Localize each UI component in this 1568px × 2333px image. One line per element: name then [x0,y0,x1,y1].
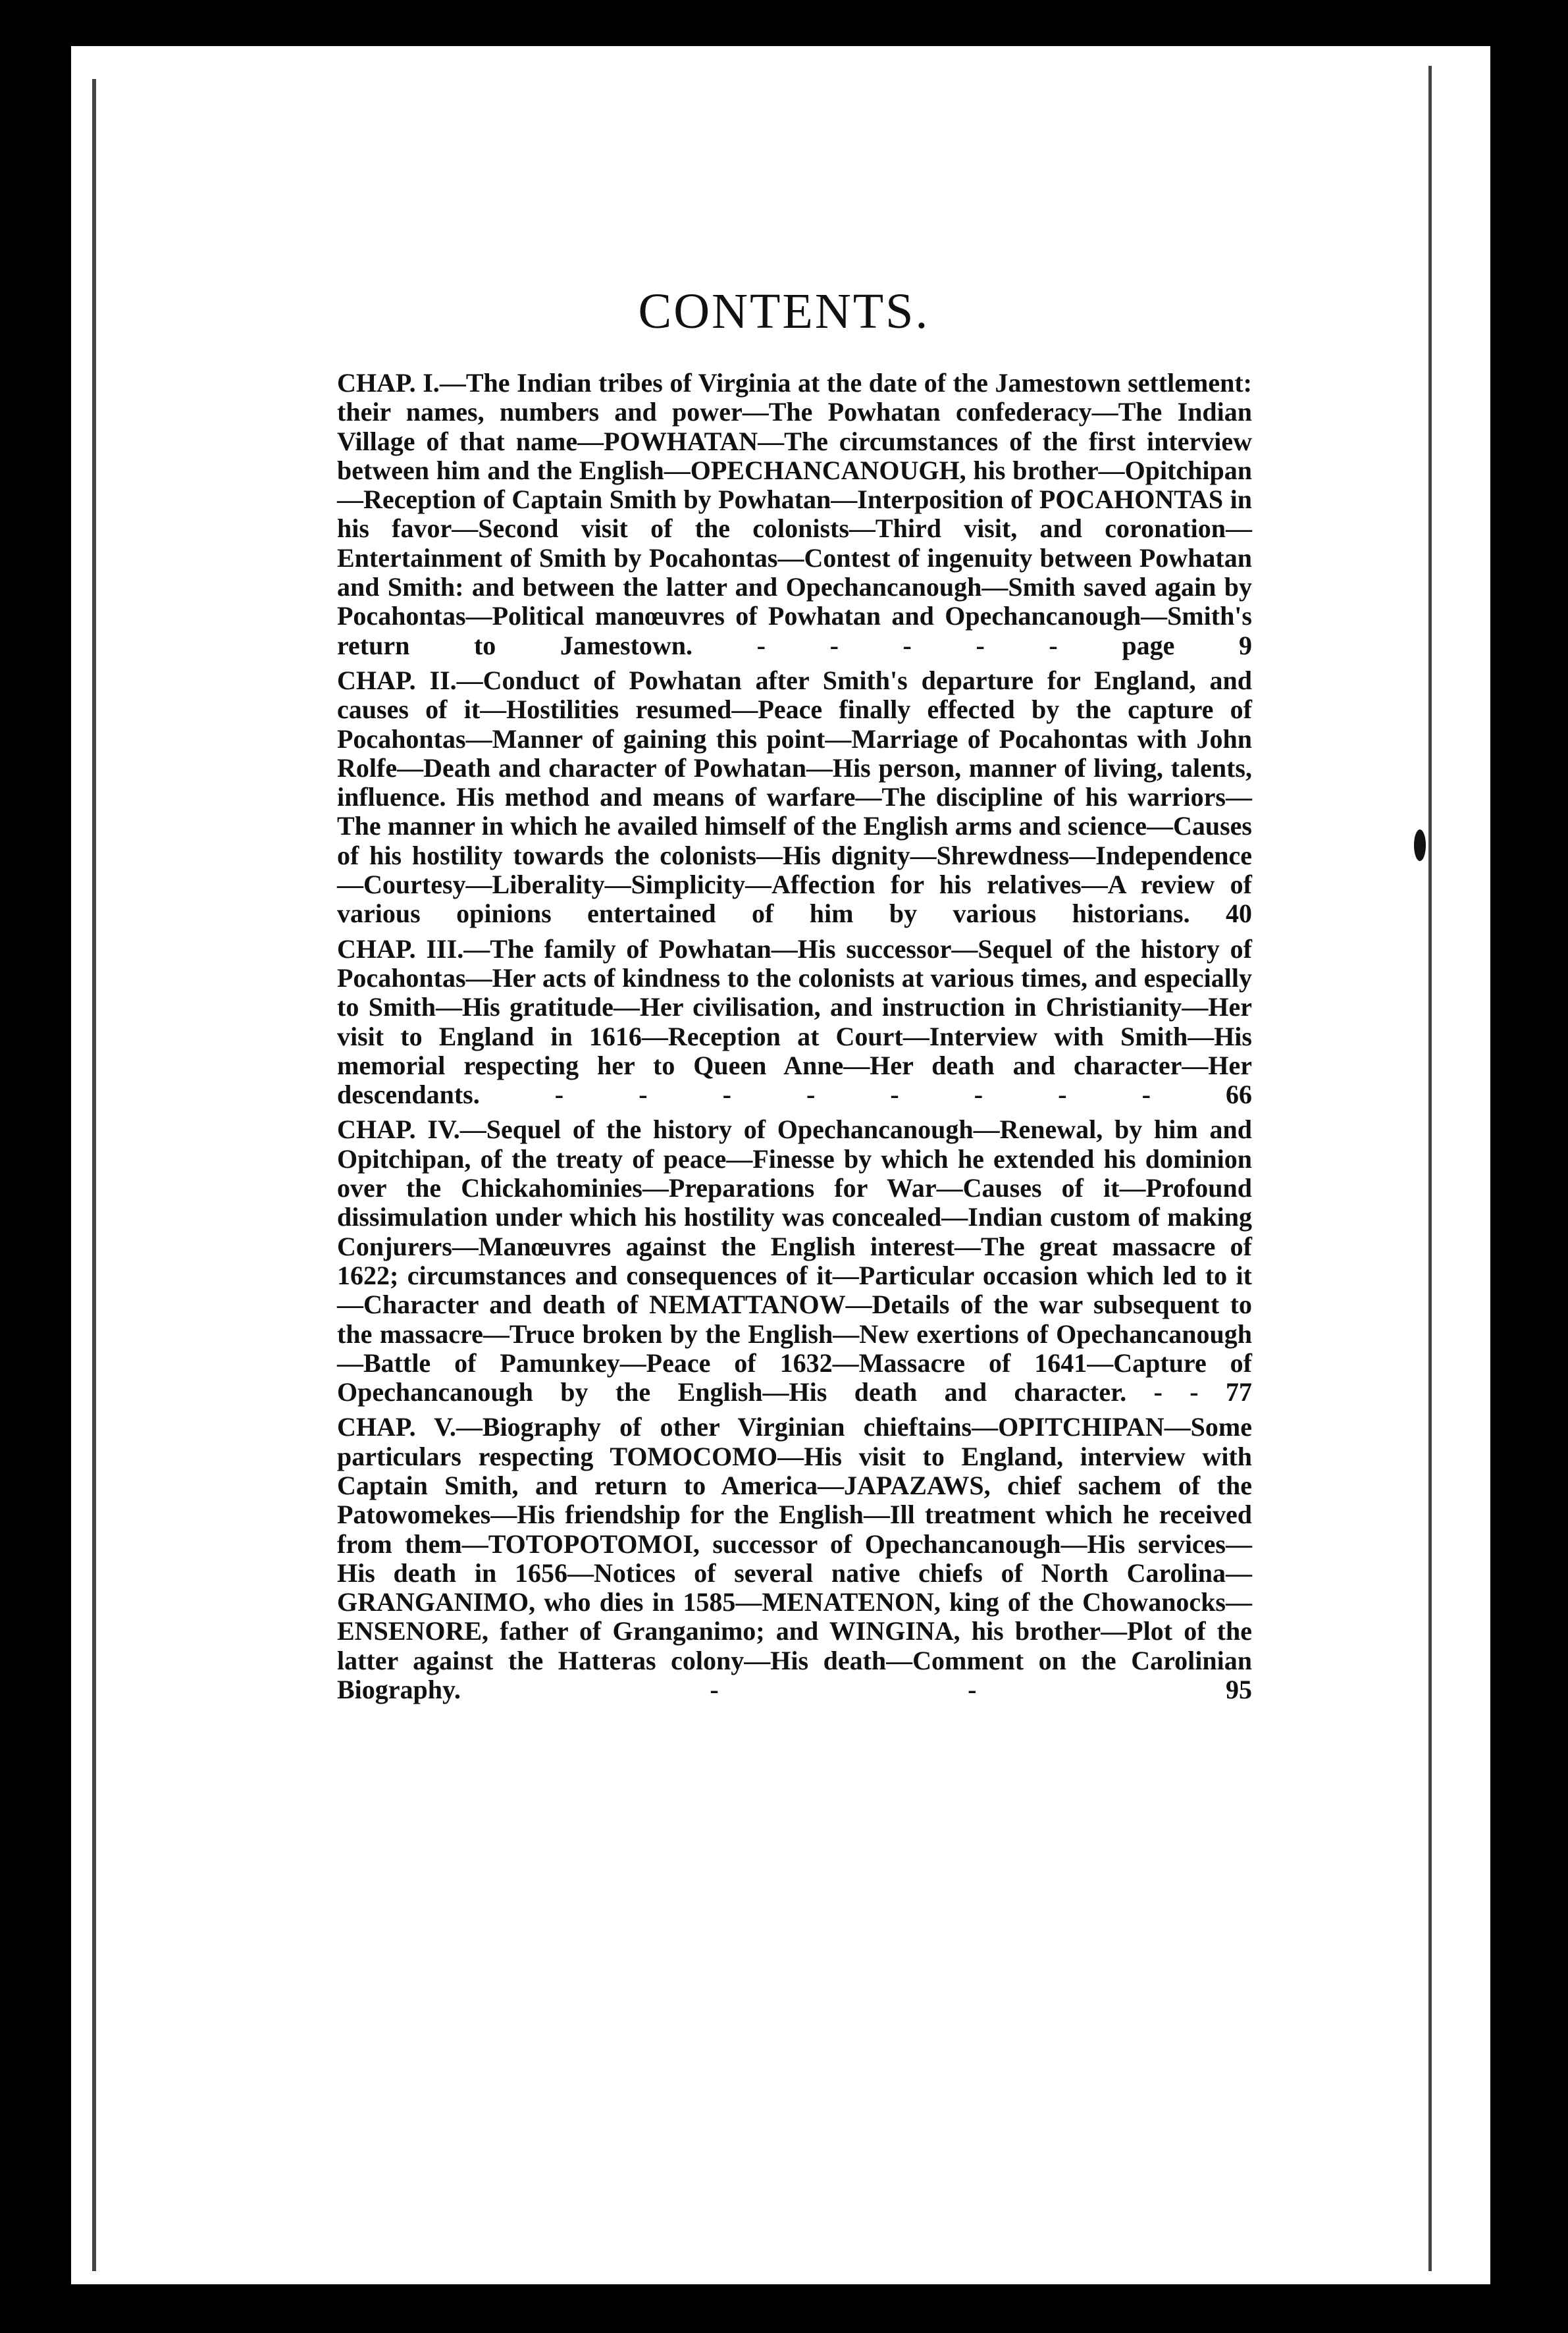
chapter-summary: —The Indian tribes of Virginia at the date of the Jamestown settlement: their names, numbers and power—The Powhatan confederacy—The Indian Village of that name—POWHATAN—The circumstances of the first interview between him and the English—OPECHANCANOUGH, his brother—Opitchipan—Reception of Captain Smith by Powhatan—Interposition of POCAHONTAS in his favor—Second visit of the colonists—Third visit, and coronation—Entertainment of Smith by Pocahontas—Contest of ingenuity between Powhatan and Smith: and between the latter and Opechancanough—Smith saved again by Pocahontas—Political manœuvres of Powhatan and Opechancanough—Smith's return to Jamestown. [337,368,1252,660]
dot-leaders: - - [1153,1377,1199,1407]
chapter-summary: —Conduct of Powhatan after Smith's departure for England, and causes of it—Hostilities resumed—Peace finally effected by the capture of Pocahontas—Manner of gaining this point—Marriage of Pocahontas with John Rolfe—Death and character of Powhatan—His person, manner of living, talents, influence. His method and means of warfare—The discipline of his warriors—The manner in which he availed himself of the English arms and science—Causes of his hostility towards the colonists—His dignity—Shrewdness—Independence—Courtesy—Liberality—Simplicity—Affection for his relatives—A review of various opinions entertained of him by various historians. [337,665,1252,929]
page-number: page 9 [1122,630,1252,660]
page-title: CONTENTS. [638,284,930,339]
chapter-label: CHAP. I. [337,368,440,398]
chapter-entry-2 [337,666,1252,929]
contents-list [337,369,1252,1710]
page-number: 77 [1226,1377,1253,1407]
page-number: 95 [1226,1675,1253,1705]
chapter-summary: —The family of Powhatan—His successor—Sequel of the history of Pocahontas—Her acts of kindness to the colonists at various times, and especially to Smith—His gratitude—Her civilisation, and instruction in Christianity—Her visit to England in 1616—Reception at Court—Interview with Smith—His memorial respecting her to Queen Anne—Her death and character—Her descendants. [337,933,1252,1110]
right-page-edge [1428,66,1432,2271]
dot-leaders: - - - - - - - - [554,1080,1151,1110]
chapter-label: CHAP. III. [337,933,464,964]
chapter-label: CHAP. II. [337,665,457,695]
page-number: 66 [1226,1080,1253,1110]
chapter-label: CHAP. V. [337,1412,456,1442]
left-page-edge [92,79,96,2271]
chapter-entry-4 [337,1115,1252,1407]
chapter-summary: —Sequel of the history of Opechancanough—Renewal, by him and Opitchipan, of the treaty of peace—Finesse by which he extended his dominion over the Chickahominies—Preparations for War—Causes of it—Profound dissimulation under which his hostility was concealed—Indian custom of making Conjurers—Manœuvres against the English interest—The great massacre of 1622; circumstances and consequences of it—Particular occasion which led to it—Character and death of NEMATTANOW—Details of the war subsequent to the massacre—Truce broken by the English—New exertions of Opechancanough—Battle of Pamunkey—Peace of 1632—Massacre of 1641—Capture of Opechancanough by the English—His death and character. [337,1114,1252,1407]
chapter-label: CHAP. IV. [337,1114,460,1145]
chapter-entry-3 [337,935,1252,1110]
chapter-entry-5 [337,1413,1252,1704]
chapter-entry-1 [337,369,1252,660]
dot-leaders: - - - - - [756,630,1058,660]
ink-spot [1414,829,1426,861]
chapter-summary: —Biography of other Virginian chieftains—OPITCHIPAN—Some particulars respecting TOMOCOMO—His visit to England, interview with Captain Smith, and return to America—JAPAZAWS, chief sachem of the Patowomekes—His friendship for the English—Ill treatment which he received from them—TOTOPOTOMOI, successor of Opechancanough—His services—His death in 1656—Notices of several native chiefs of North Carolina—GRANGANIMO, who dies in 1585—MENATENON, king of the Chowanocks—ENSENORE, father of Granganimo; and WINGINA, his brother—Plot of the latter against the Hatteras colony—His death—Comment on the Carolinian Biography. [337,1412,1252,1705]
page-number: 40 [1226,899,1253,929]
dot-leaders: - - [710,1675,977,1705]
